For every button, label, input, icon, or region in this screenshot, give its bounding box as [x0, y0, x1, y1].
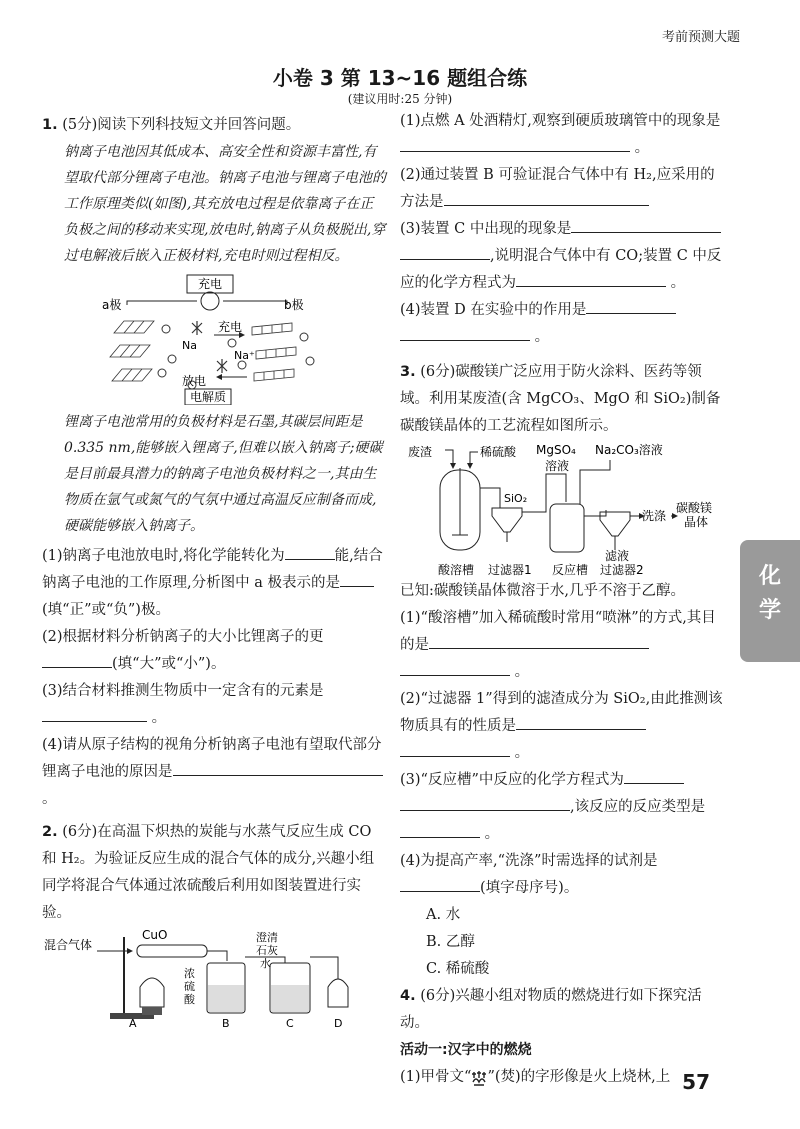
wash-label: 洗涤: [642, 509, 667, 523]
label-A: A: [129, 1017, 137, 1027]
q4-text: 4. (6分)兴趣小组对物质的燃烧进行如下探究活动。: [400, 988, 702, 1031]
q4-activity-heading: 活动一:汉字中的燃烧: [400, 1042, 532, 1058]
electrolyte-label: 电解质: [189, 390, 227, 404]
q1-number: 1.: [42, 117, 58, 133]
dilute-acid-label: 稀硫酸: [480, 445, 517, 459]
apparatus-diagram: [42, 927, 387, 1027]
subject-side-tab: [740, 540, 800, 662]
answer-blank[interactable]: [400, 325, 530, 341]
q3-sub1: (1)“酸溶槽”加入稀硫酸时常用“喷淋”的方式,其目的是 。: [400, 610, 716, 680]
q2-sub3: (3)装置 C 中出现的现象是,说明混合气体中有 CO;装置 C 中反应的化学方程式为 。: [400, 216, 725, 297]
q3-option-a[interactable]: A. 水: [426, 907, 461, 923]
q1-intro: 1. (5分)阅读下列科技短文并回答问题。: [42, 117, 301, 133]
filtrate-label: 滤液: [605, 549, 630, 563]
answer-blank[interactable]: [516, 714, 646, 730]
q2-text: 2. (6分)在高温下炽热的炭能与水蒸气反应生成 CO 和 H₂。为验证反应生成的混合气体的成分,兴趣小组同学将混合气体通过浓硫酸后利用如图装置进行实验。: [42, 824, 375, 921]
q3-number: 3.: [400, 364, 416, 380]
charge-arrow-label: 充电: [218, 320, 243, 334]
answer-blank[interactable]: [285, 544, 335, 560]
limewater-label: 澄清石灰水: [256, 931, 278, 970]
cathode-label: b极: [284, 298, 304, 312]
side-tab-char-1: 化: [758, 564, 781, 589]
section-label: 考前预测大题: [661, 30, 740, 45]
side-tab-char-2: 学: [758, 598, 781, 623]
q1-sub3: (3)结合材料推测生物质中一定含有的元素是 。: [42, 683, 324, 726]
q1-passage-2: 锂离子电池常用的负极材料是石墨,其碳层间距是 0.335 nm,能够嵌入锂离子,但难以嵌入钠离子;硬碳是目前最具潜力的钠离子电池负极材料之一,其由生物质在氩气或氮气的气氛中通过高温反应制备而成,硬碳能够嵌入钠离子。: [64, 414, 383, 534]
answer-blank[interactable]: [173, 760, 263, 776]
oracle-bone-fen-icon: [471, 1069, 487, 1085]
q2-sub4: (4)装置 D 在实验中的作用是 。: [400, 297, 725, 351]
left-column: [42, 112, 387, 1027]
answer-blank[interactable]: [624, 768, 684, 784]
answer-blank[interactable]: [400, 244, 490, 260]
answer-blank[interactable]: [42, 652, 112, 668]
right-column: [400, 108, 725, 1091]
answer-blank[interactable]: [400, 795, 570, 811]
answer-blank[interactable]: [263, 760, 383, 776]
q2-number: 2.: [42, 824, 58, 840]
process-flow-svg: [400, 440, 725, 578]
answer-blank[interactable]: [400, 741, 510, 757]
product-label: 碳酸镁晶体: [676, 501, 713, 529]
q3-known: 已知:碳酸镁晶体微溶于水,几乎不溶于乙醇。: [400, 583, 685, 599]
sio2-label: SiO₂: [504, 492, 528, 505]
label-C: C: [286, 1017, 294, 1027]
na-ion-label: Na⁺: [234, 349, 255, 362]
page-title: 小卷 3 第 13~16 题组合练: [272, 66, 528, 90]
waste-label: 废渣: [408, 445, 433, 459]
charge-box-label: 充电: [197, 277, 223, 291]
answer-blank[interactable]: [400, 822, 480, 838]
q3-text: 3. (6分)碳酸镁广泛应用于防火涂料、医药等领域。利用某废渣(含 MgCO₃、MgO 和 SiO₂)制备碳酸镁晶体的工艺流程如图所示。: [400, 364, 721, 434]
solution-label: 溶液: [545, 459, 570, 473]
tank1-label: 酸溶槽: [438, 563, 475, 577]
discharge-arrow-label: 放电: [182, 374, 207, 388]
answer-blank[interactable]: [571, 217, 721, 233]
battery-diagram-svg: [42, 273, 387, 405]
q3-option-c[interactable]: C. 稀硫酸: [426, 961, 490, 977]
cuo-label: CuO: [142, 928, 168, 942]
label-B: B: [222, 1017, 230, 1027]
q1-sub2: (2)根据材料分析钠离子的大小比锂离子的更(填“大”或“小”)。: [42, 629, 324, 672]
answer-blank[interactable]: [516, 271, 666, 287]
na2co3-label: Na₂CO₃溶液: [595, 443, 663, 457]
answer-blank[interactable]: [429, 633, 649, 649]
mixed-gas-label: 混合气体: [44, 938, 93, 952]
answer-blank[interactable]: [586, 298, 676, 314]
filter2-label: 过滤器2: [600, 563, 644, 577]
q4-sub1: (1)甲骨文“ ”(焚)的字形像是火上烧林,上: [400, 1069, 671, 1085]
q2-sub1: (1)点燃 A 处酒精灯,观察到硬质玻璃管中的现象是 。: [400, 113, 721, 156]
process-flow-diagram: [400, 440, 725, 578]
na-atom-label: Na: [182, 339, 197, 352]
answer-blank[interactable]: [340, 571, 374, 587]
conc-acid-label: 浓硫酸: [184, 967, 195, 1006]
q2-sub2: (2)通过装置 B 可验证混合气体中有 H₂,应采用的方法是: [400, 167, 715, 210]
answer-blank[interactable]: [444, 190, 649, 206]
q1-sub4: (4)请从原子结构的视角分析钠离子电池有望取代部分锂离子电池的原因是 。: [42, 737, 382, 807]
battery-diagram: [42, 273, 387, 405]
answer-blank[interactable]: [400, 136, 630, 152]
anode-label: a极: [102, 298, 122, 312]
q1-sub1: (1)钠离子电池放电时,将化学能转化为 能,结合钠离子电池的工作原理,分析图中 a 极表示的是(填“正”或“负”)极。: [42, 543, 387, 624]
apparatus-diagram-svg: [42, 927, 387, 1027]
answer-blank[interactable]: [400, 876, 480, 892]
suggested-time: (建议用时:25 分钟): [347, 92, 453, 106]
q4-number: 4.: [400, 988, 416, 1004]
tank2-label: 反应槽: [552, 563, 589, 577]
page-number: 57: [682, 1070, 710, 1094]
label-D: D: [334, 1017, 343, 1027]
q1-passage-1: 钠离子电池因其低成本、高安全性和资源丰富性,有望取代部分锂离子电池。钠离子电池与锂离子电池的工作原理类似(如图),其充放电过程是依靠离子在正负极之间的移动来实现,放电时,钠离子从负极脱出,穿过电解液后嵌入正极材料,充电时则过程相反。: [64, 144, 386, 264]
filter1-label: 过滤器1: [488, 563, 532, 577]
mgso4-label: MgSO₄: [536, 443, 576, 457]
q3-option-b[interactable]: B. 乙醇: [426, 934, 475, 950]
q3-sub3: (3)“反应槽”中反应的化学方程式为,该反应的反应类型是 。: [400, 767, 725, 848]
answer-blank[interactable]: [400, 660, 510, 676]
q3-sub4: (4)为提高产率,“洗涤”时需选择的试剂是(填字母序号)。: [400, 853, 658, 896]
answer-blank[interactable]: [42, 706, 147, 722]
q3-sub2: (2)“过滤器 1”得到的滤渣成分为 SiO₂,由此推测该物质具有的性质是 。: [400, 691, 723, 761]
